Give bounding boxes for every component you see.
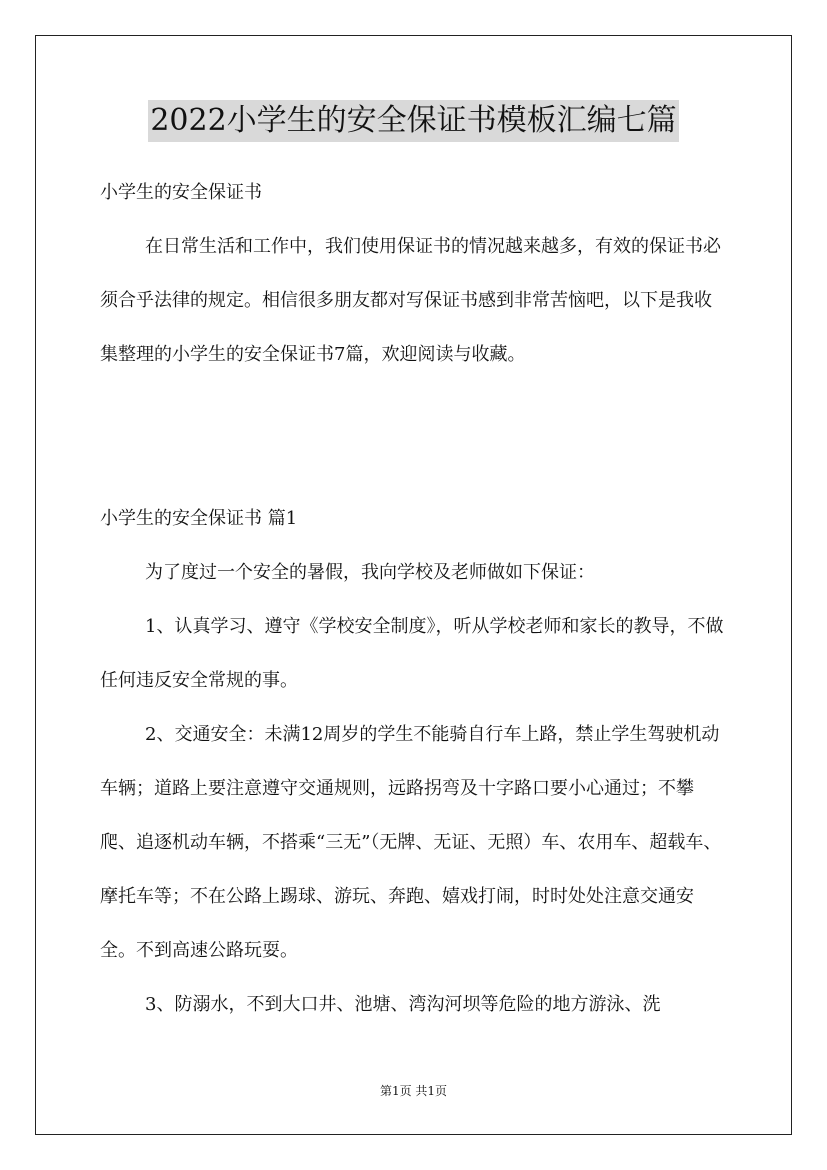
section-heading: 小学生的安全保证书 篇1	[100, 508, 298, 529]
paragraph-2: 1、认真学习、遵守《学校安全制度》，听从学校老师和家长的教导，不做任何违反安全常规的事。	[100, 616, 724, 691]
title-container	[0, 100, 827, 142]
paragraph-1: 为了度过一个安全的暑假，我向学校及老师做如下保证：	[145, 562, 595, 583]
paragraph-4: 3、防溺水，不到大口井、池塘、湾沟河坝等危险的地方游泳、洗	[145, 994, 661, 1015]
document-subtitle: 小学生的安全保证书	[100, 182, 262, 203]
intro-paragraph: 在日常生活和工作中，我们使用保证书的情况越来越多，有效的保证书必须合乎法律的规定。相信很多朋友都对写保证书感到非常苦恼吧，以下是我收集整理的小学生的安全保证书7篇，欢迎阅读与收藏。	[100, 236, 721, 365]
paragraph-3: 2、交通安全：未满12周岁的学生不能骑自行车上路，禁止学生驾驶机动车辆；道路上要注意遵守交通规则，远路拐弯及十字路口要小心通过；不攀爬、追逐机动车辆，不搭乘“三无”（无牌、无证、无照）车、农用车、超载车、摩托车等；不在公路上踢球、游玩、奔跑、嬉戏打闹，时时处处注意交通安全。不到高速公路玩耍。	[100, 724, 722, 961]
page-footer: 第1页 共1页	[379, 1084, 448, 1098]
document-title: 2022小学生的安全保证书模板汇编七篇	[148, 100, 678, 142]
